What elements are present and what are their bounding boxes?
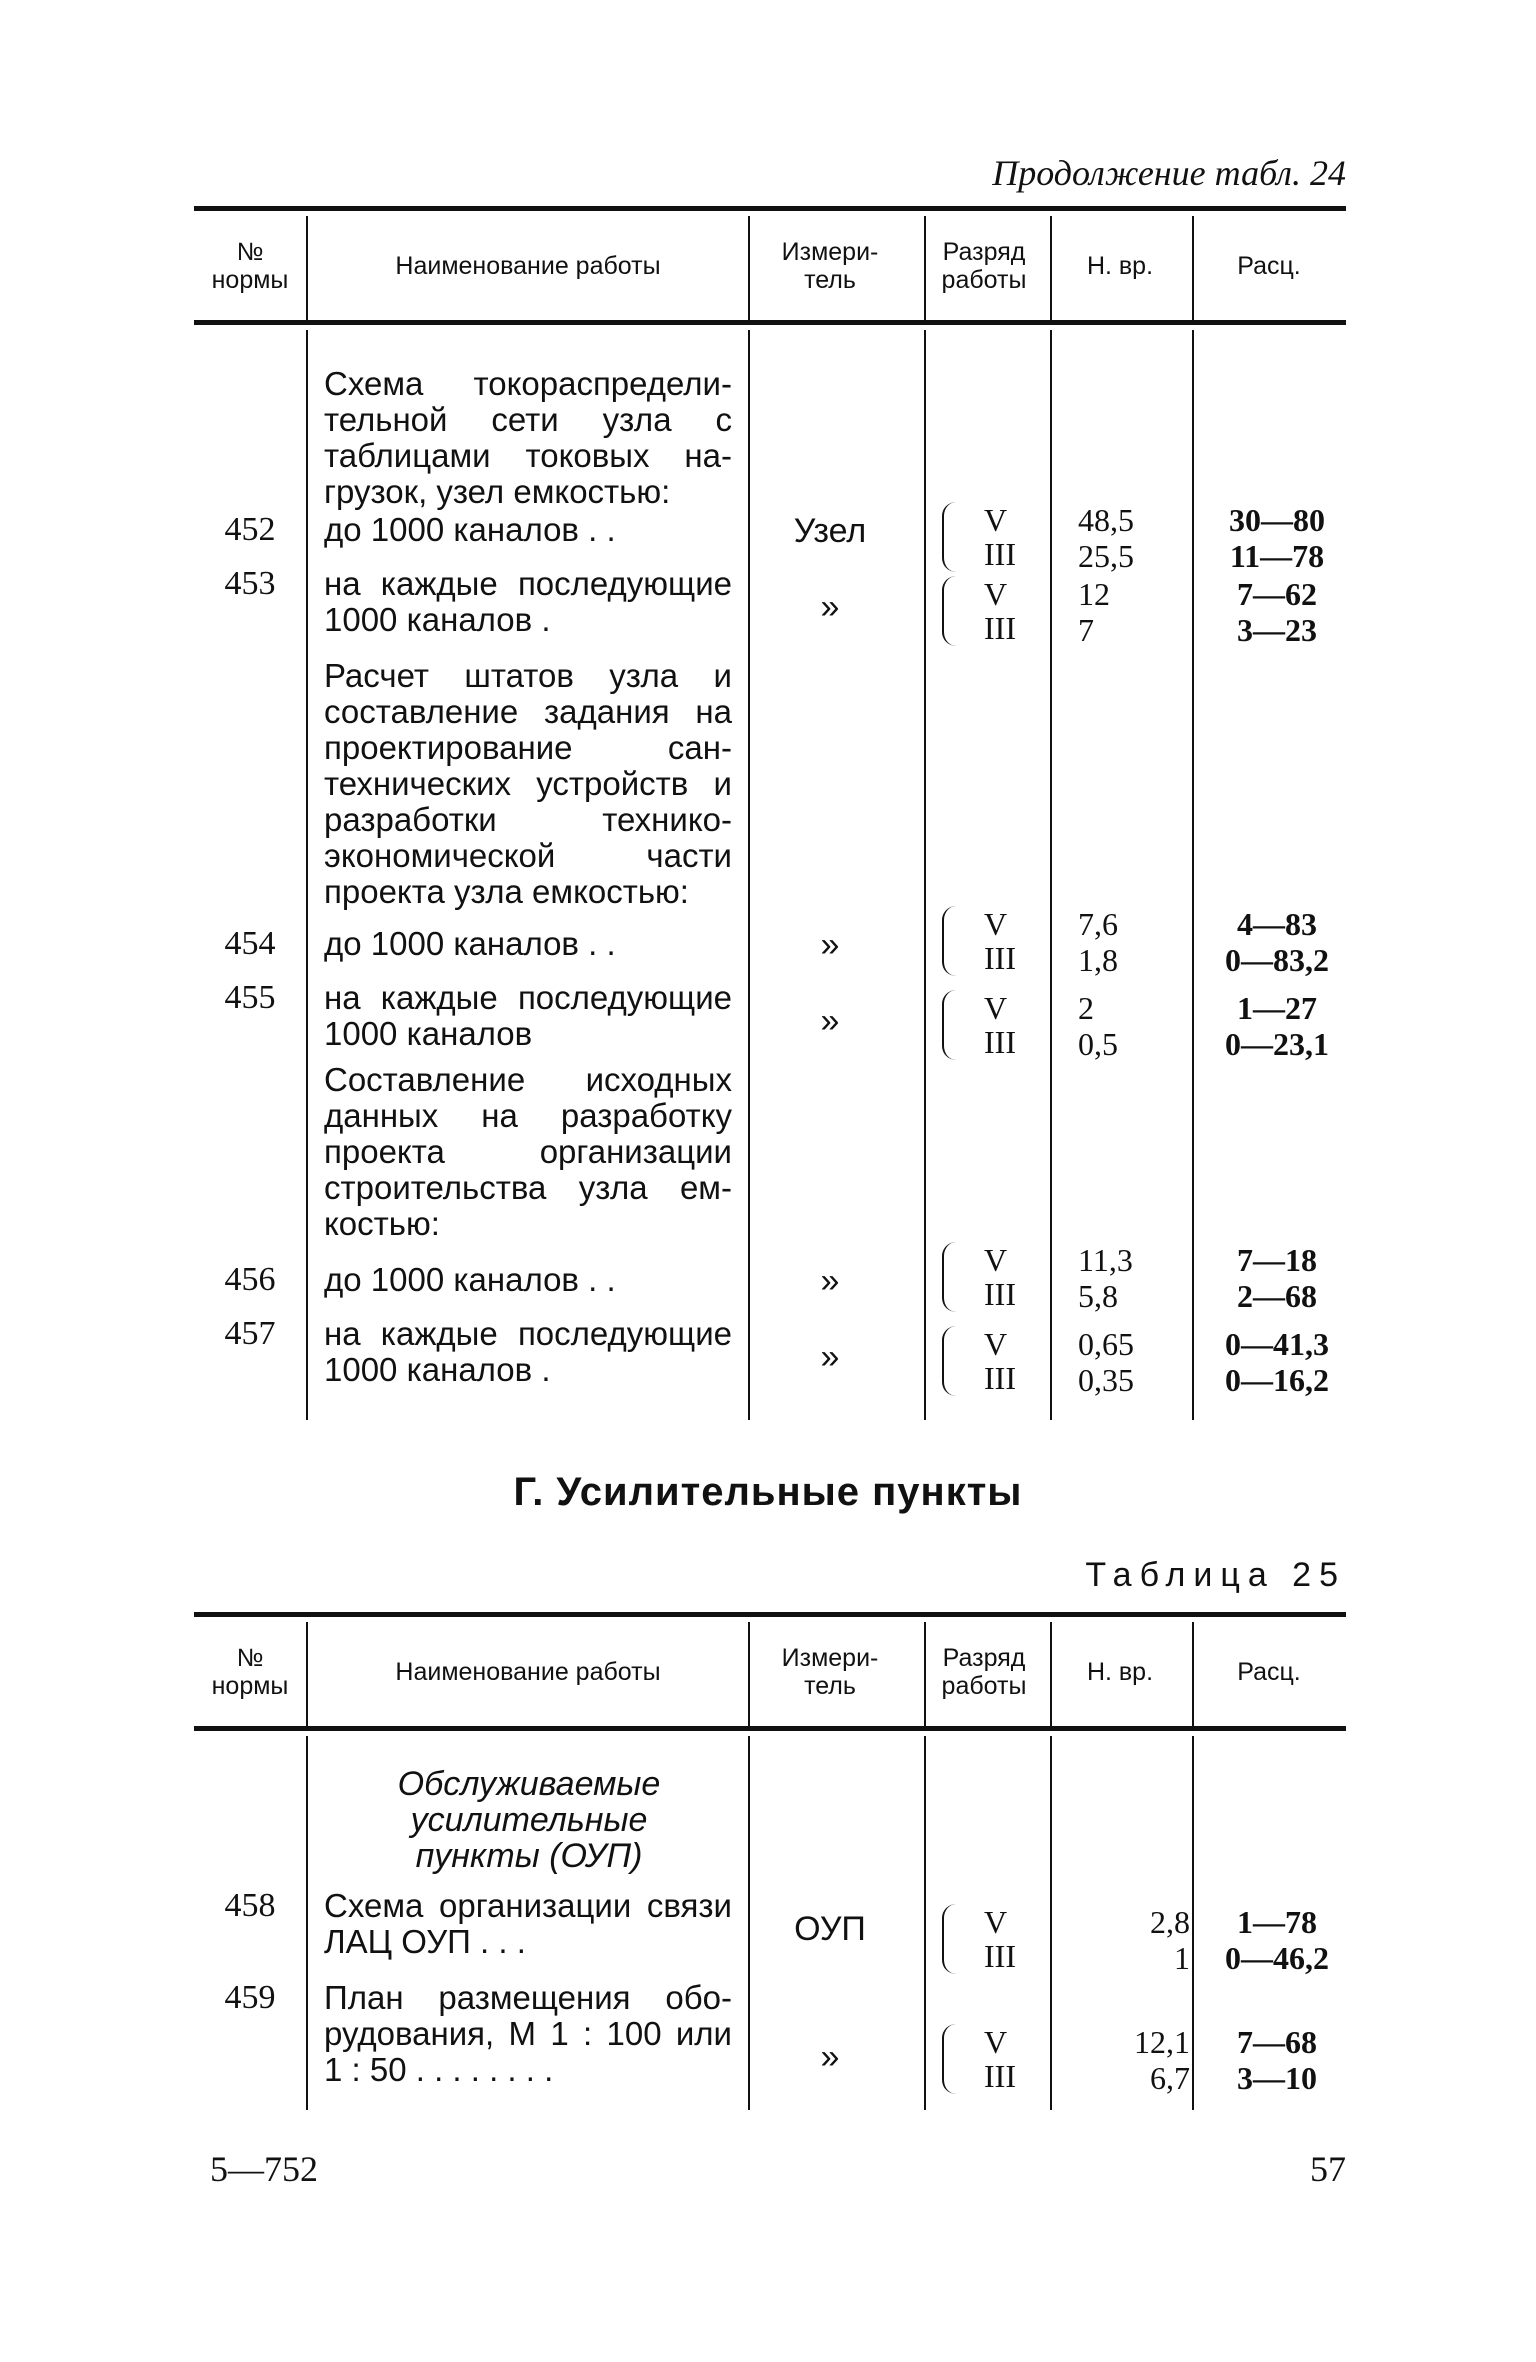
row-hours: 2,8 1 — [1150, 1904, 1190, 1976]
row-name: Схема организации связи ЛАЦ ОУП . . . — [324, 1887, 732, 1960]
brace-icon — [942, 1242, 956, 1312]
row-hours: 12,1 6,7 — [1134, 2024, 1190, 2096]
row-name: на каждые последующие 1000 каналов — [324, 979, 732, 1052]
row-hours: 2 0,5 — [1078, 990, 1118, 1062]
row-name: до 1000 каналов . . — [324, 1261, 616, 1298]
table-label: Таблица 25 — [1085, 1556, 1346, 1594]
header-num: № нормы — [211, 1644, 289, 1700]
header-num: № нормы — [211, 238, 289, 294]
row-num: 456 — [224, 1261, 276, 1298]
row-unit: » — [820, 1338, 840, 1376]
row-hours: 7,6 1,8 — [1078, 906, 1118, 978]
row-num: 455 — [224, 979, 276, 1016]
row-name: на каждые последующие 1000 каналов . — [324, 1315, 732, 1388]
group-heading: Обслуживаемые усилительные пункты (ОУП) — [397, 1765, 661, 1875]
header-grade: Разряд работы — [941, 1644, 1027, 1700]
brace-icon — [942, 576, 956, 646]
group-heading: Расчет штатов узла и составление задания на проектирование сантехнических устройств и разработки технико-экономической части проекта узла емкостью: — [324, 657, 732, 910]
row-num: 453 — [224, 565, 276, 602]
row-rate: 30—80 11—78 — [1229, 502, 1325, 574]
row-hours: 11,3 5,8 — [1078, 1242, 1133, 1314]
row-num: 454 — [224, 925, 276, 962]
row-rate: 1—27 0—23,1 — [1225, 990, 1329, 1062]
table-25: № нормы Наименование работы Измери- тель Разряд работы Н. вр. Расц. Обслуживаемые усилительные пункты (ОУП) 458 Схема организации связи ЛАЦ ОУП . . . ОУП V III 2,8 1 1—78 0—46,2 459 План размещения оборудования, М 1 : 100 или 1 : 50 . . . . . . . . » V III 12,1 6,7 7—68 3—10 — [194, 1612, 1346, 2110]
row-name: до 1000 каналов . . — [324, 925, 616, 962]
row-unit: ОУП — [794, 1910, 866, 1948]
row-num: 457 — [224, 1315, 276, 1352]
row-unit: » — [820, 588, 840, 626]
table-header-rule — [194, 1726, 1346, 1731]
header-name: Наименование работы — [395, 252, 661, 280]
table-top-rule — [194, 206, 1346, 211]
brace-icon — [942, 502, 956, 572]
row-hours: 0,65 0,35 — [1078, 1326, 1134, 1398]
row-name: на каждые последующие 1000 каналов . — [324, 565, 732, 638]
row-rate: 0—41,3 0—16,2 — [1225, 1326, 1329, 1398]
row-rate: 7—62 3—23 — [1237, 576, 1317, 648]
page-number: 57 — [1310, 2149, 1346, 2189]
table-24: № нормы Наименование работы Измери- тель Разряд работы Н. вр. Расц. Схема токораспределительной сети узла с таблицами токовых нагрузок, узел емкостью: 452 до 1000 каналов . . Узел V III 48,5 25,5 30—80 11—78 453 на каждые последующие 1000 каналов . » V III 12 7 7—62 3—23 Расчет штатов узла и составление задания на проектирование сантехнических устройств и разработки технико-экономической части проекта узла емкостью: 454 до 1000 каналов . . » V III 7,6 1,8 4—83 0—83,2 455 на каждые последующие 1000 каналов » V III 2 0,5 1—27 0—23,1 Составление исходных данных на разработку проекта организации строительства узла емкостью: 456 до 1000 каналов . . » V III 11,3 5,8 7—18 2—68 457 на каждые последующие 1000 каналов . » V III 0,65 0,35 0—41,3 0—16,2 — [194, 206, 1346, 1420]
header-grade: Разряд работы — [941, 238, 1027, 294]
header-rate: Расц. — [1237, 252, 1301, 280]
section-title: Г. Усилительные пункты — [513, 1470, 1023, 1514]
table-top-rule — [194, 1612, 1346, 1617]
row-hours: 48,5 25,5 — [1078, 502, 1134, 574]
page-header: Продолжение табл. 24 — [992, 153, 1346, 193]
row-unit: » — [820, 1002, 840, 1040]
row-num: 459 — [224, 1979, 276, 2016]
group-heading: Схема токораспределительной сети узла с таблицами токовых нагрузок, узел емкостью: — [324, 365, 732, 510]
row-name: План размещения оборудования, М 1 : 100 или 1 : 50 . . . . . . . . — [324, 1979, 732, 2088]
header-name: Наименование работы — [395, 1658, 661, 1686]
row-unit: » — [820, 1262, 840, 1300]
row-name: до 1000 каналов . . — [324, 511, 616, 548]
brace-icon — [942, 1326, 956, 1396]
header-unit: Измери- тель — [781, 238, 879, 294]
row-rate: 7—68 3—10 — [1237, 2024, 1317, 2096]
group-heading: Составление исходных данных на разработку проекта организации строительства узла емкостью: — [324, 1061, 732, 1242]
brace-icon — [942, 906, 956, 976]
header-hours: Н. вр. — [1086, 252, 1154, 280]
brace-icon — [942, 2024, 956, 2094]
row-unit: Узел — [793, 512, 867, 550]
row-unit: » — [820, 926, 840, 964]
row-hours: 12 7 — [1078, 576, 1110, 648]
row-num: 452 — [224, 511, 276, 548]
table-header-rule — [194, 320, 1346, 325]
brace-icon — [942, 1904, 956, 1974]
row-rate: 1—78 0—46,2 — [1225, 1904, 1329, 1976]
header-unit: Измери- тель — [781, 1644, 879, 1700]
row-rate: 7—18 2—68 — [1237, 1242, 1317, 1314]
brace-icon — [942, 990, 956, 1060]
row-rate: 4—83 0—83,2 — [1225, 906, 1329, 978]
row-unit: » — [820, 2038, 840, 2076]
header-hours: Н. вр. — [1086, 1658, 1154, 1686]
footer-signature: 5—752 — [210, 2149, 318, 2189]
row-num: 458 — [224, 1887, 276, 1924]
header-rate: Расц. — [1237, 1658, 1301, 1686]
